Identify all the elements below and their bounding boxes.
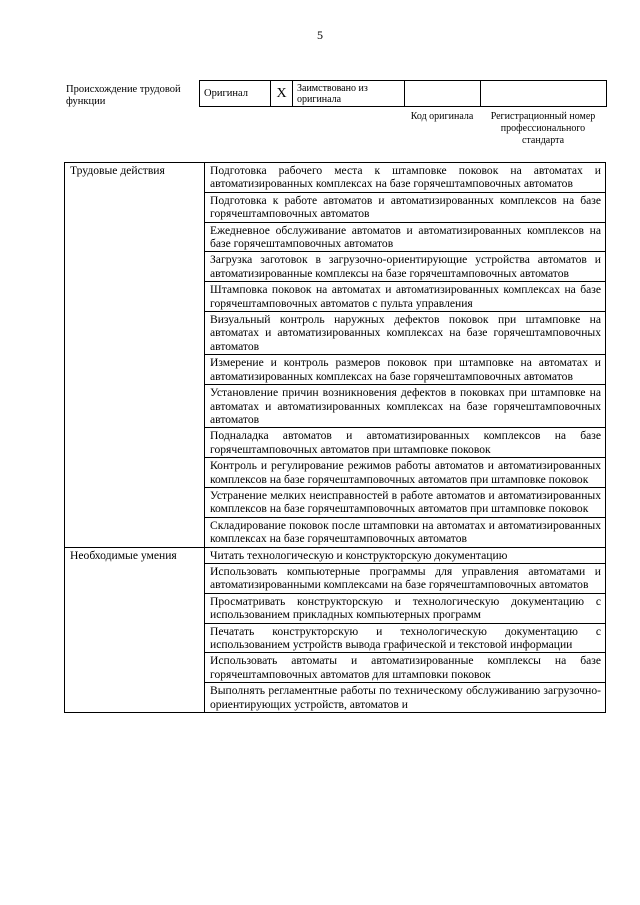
list-item: Выполнять регламентные работы по техническому обслуживанию загрузочно-ориентирующих устройств, автоматов и bbox=[205, 683, 606, 713]
section-title: Трудовые действия bbox=[65, 163, 205, 548]
borrowed-cell: Заимствовано из оригинала bbox=[293, 81, 405, 107]
section-title: Необходимые умения bbox=[65, 547, 205, 712]
list-item: Читать технологическую и конструкторскую документацию bbox=[205, 547, 606, 563]
list-item: Использовать компьютерные программы для управления автоматами и автоматизированными комплексами на базе горячештамповочных автоматов bbox=[205, 563, 606, 593]
list-item: Устранение мелких неисправностей в работе автоматов и автоматизированных комплексов на базе горячештамповочных автоматов при штамповке поковок bbox=[205, 487, 606, 517]
list-item: Подготовка рабочего места к штамповке поковок на автоматах и автоматизированных комплексах на базе горячештамповочных автоматов bbox=[205, 163, 606, 193]
reg-number-label: Регистрационный номер профессионального стандарта bbox=[490, 111, 596, 146]
list-item: Ежедневное обслуживание автоматов и автоматизированных комплексов на базе горячештамповочных автоматов bbox=[205, 222, 606, 252]
code-cell bbox=[405, 81, 481, 107]
code-label: Код оригинала bbox=[410, 111, 474, 122]
list-item: Подналадка автоматов и автоматизированных комплексов на базе горячештамповочных автоматов при штамповке поковок bbox=[205, 428, 606, 458]
original-cell: Оригинал bbox=[200, 81, 271, 107]
list-item: Визуальный контроль наружных дефектов поковок при штамповке на автоматах и автоматизированных комплексах на базе горячештамповочных автоматов bbox=[205, 312, 606, 355]
table-row bbox=[65, 163, 606, 193]
list-item: Штамповка поковок на автоматах и автоматизированных комплексах на базе горячештамповочных автоматов с пульта управления bbox=[205, 282, 606, 312]
list-item: Загрузка заготовок в загрузочно-ориентирующие устройства автоматов и автоматизированные комплексы на базе горячештамповочных автоматов bbox=[205, 252, 606, 282]
origin-label: Происхождение трудовой функции bbox=[66, 84, 181, 107]
list-item: Печатать конструкторскую и технологическую документацию с использованием устройств вывода графической и текстовой информации bbox=[205, 623, 606, 653]
origin-table bbox=[199, 80, 607, 107]
function-table bbox=[64, 162, 606, 713]
list-item: Установление причин возникновения дефектов в поковках при штамповке на автоматах и автоматизированных комплексах на базе горячештамповочных автоматов bbox=[205, 385, 606, 428]
list-item: Складирование поковок после штамповки на автоматах и автоматизированных комплексах на базе горячештамповочных автоматов bbox=[205, 517, 606, 547]
original-mark: X bbox=[271, 81, 293, 107]
list-item: Просматривать конструкторскую и технологическую документацию с использованием прикладных компьютерных программ bbox=[205, 593, 606, 623]
reg-number-cell bbox=[481, 81, 607, 107]
table-row bbox=[65, 547, 606, 563]
list-item: Измерение и контроль размеров поковок при штамповке на автоматах и автоматизированных комплексах на базе горячештамповочных автоматов bbox=[205, 355, 606, 385]
list-item: Использовать автоматы и автоматизированные комплексы на базе горячештамповочных автоматов для штамповки поковок bbox=[205, 653, 606, 683]
list-item: Контроль и регулирование режимов работы автоматов и автоматизированных комплексов на базе горячештамповочных автоматов при штамповке поковок bbox=[205, 458, 606, 488]
list-item: Подготовка к работе автоматов и автоматизированных комплексов на базе горячештамповочных автоматов bbox=[205, 192, 606, 222]
page-bottom-margin bbox=[0, 840, 640, 905]
page-number: 5 bbox=[317, 28, 323, 42]
